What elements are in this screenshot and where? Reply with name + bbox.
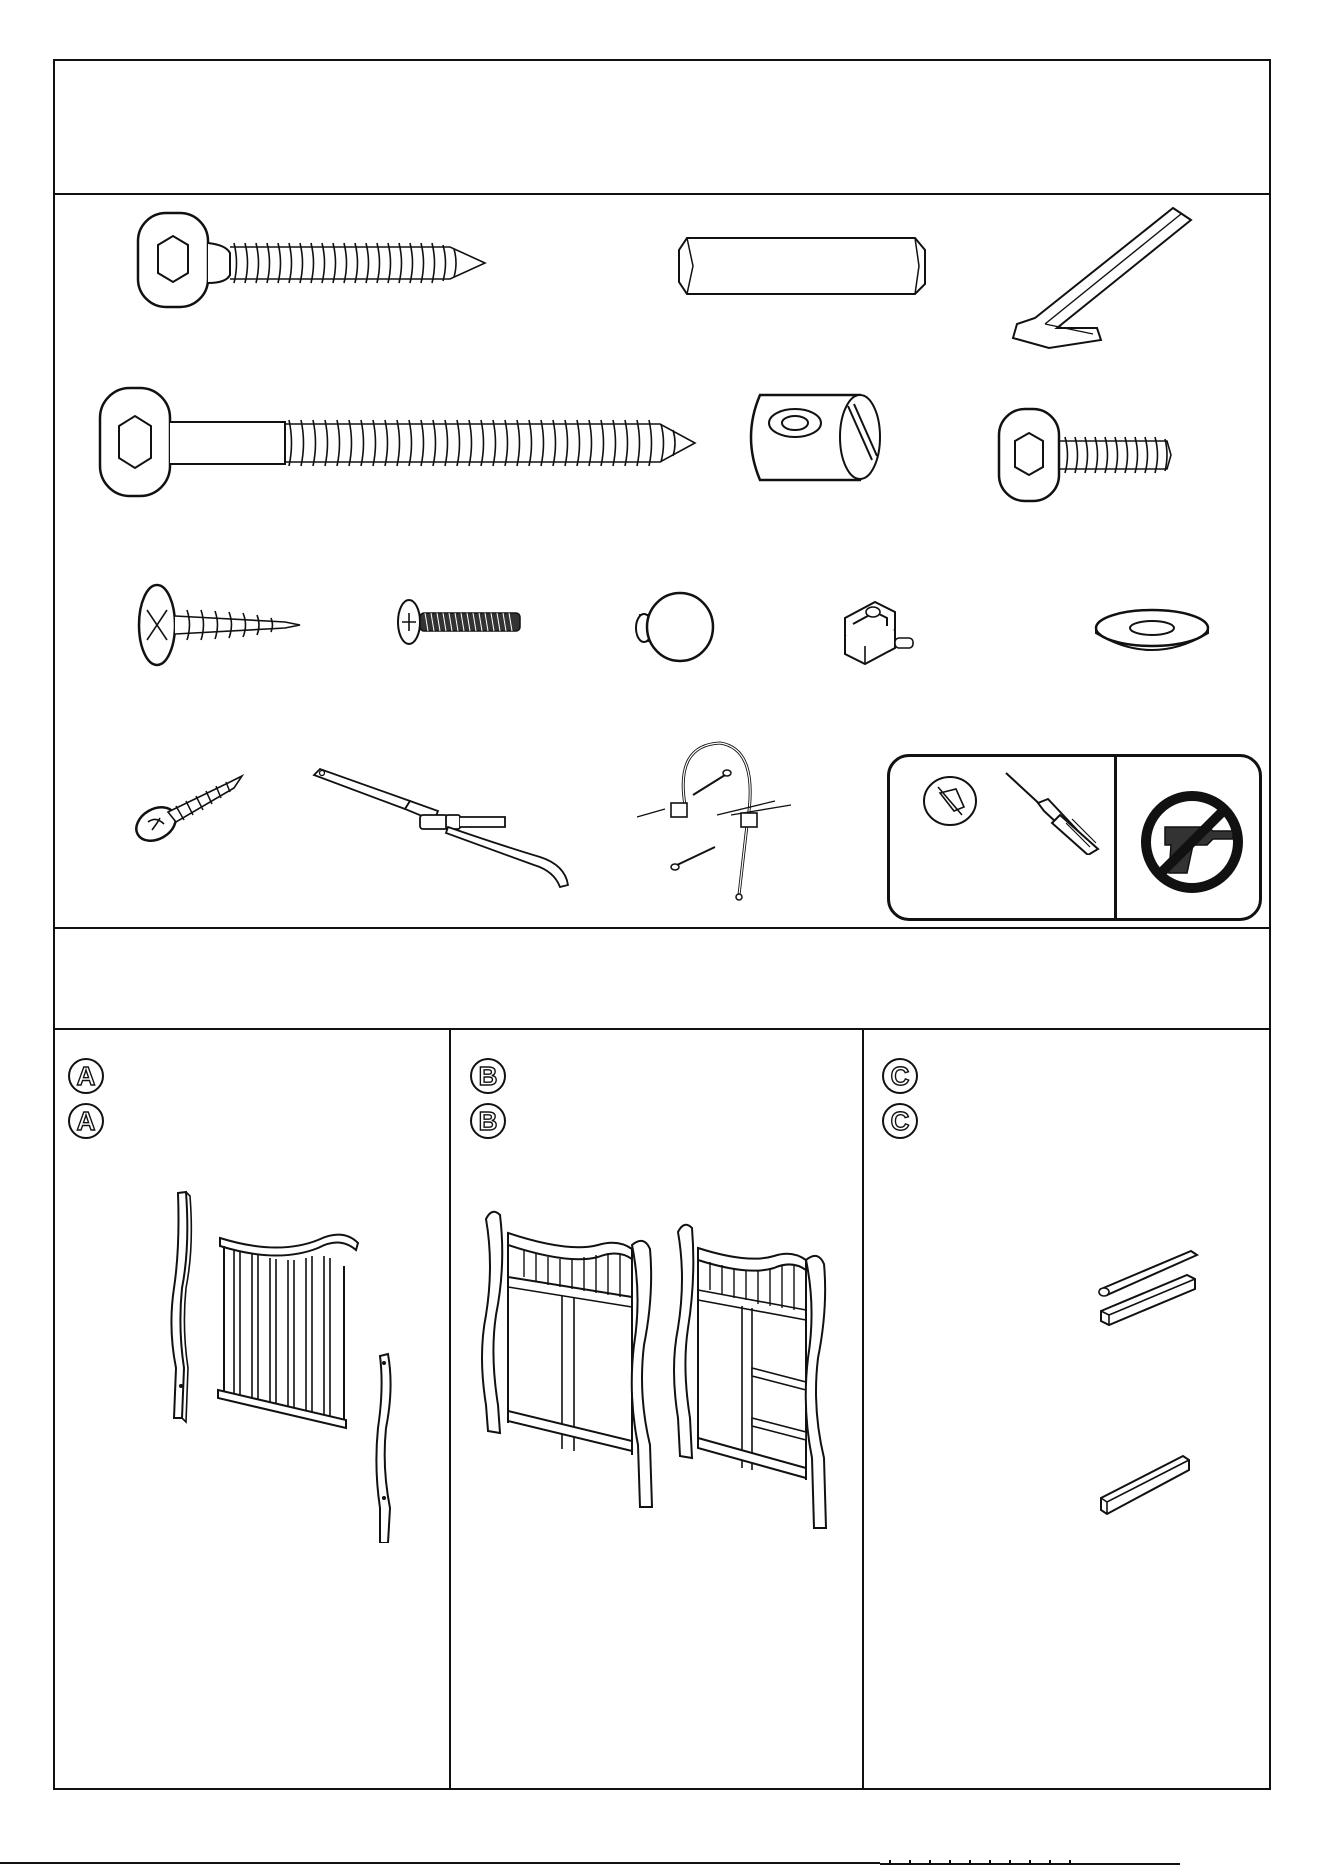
hex-bolt-medium-icon [130, 205, 500, 315]
letter-badge: A [68, 1058, 104, 1094]
panel-a-label-1 [68, 1056, 104, 1096]
footer-line [0, 1862, 880, 1864]
footer-dashes [880, 1858, 1180, 1866]
divider-top [53, 193, 1271, 195]
phillips-machine-screw-icon [395, 595, 525, 650]
letter-badge: C [882, 1103, 918, 1139]
tie-down-wire-icon [635, 735, 795, 905]
hex-bolt-short-icon [995, 405, 1175, 505]
knob-icon [630, 585, 720, 665]
clip-bracket-icon [835, 590, 920, 670]
headboard-b-illustration [478, 1205, 668, 1515]
letter-badge: A [68, 1103, 104, 1139]
allen-key-icon [1005, 200, 1200, 355]
letter-badge: C [882, 1058, 918, 1094]
crib-side-rail-a-illustration [168, 1188, 413, 1543]
tools-panel-divider [1114, 757, 1117, 918]
panel-c-label-2 [882, 1101, 918, 1141]
panel-b-label-2 [470, 1101, 506, 1141]
phillips-screwdriver-icon [920, 765, 1105, 855]
rail-pair-c-illustration [1095, 1245, 1205, 1340]
footboard-b-illustration [668, 1218, 843, 1538]
wooden-dowel-icon [675, 230, 935, 300]
panel-c-label-1 [882, 1056, 918, 1096]
phillips-wood-screw-icon [135, 580, 305, 670]
letter-badge: B [470, 1103, 506, 1139]
hex-bolt-long-icon [95, 380, 705, 505]
barrel-nut-icon [740, 390, 890, 485]
panel-divider-1 [449, 1028, 451, 1790]
pan-head-screw-icon [130, 770, 250, 850]
divider-panels [53, 1028, 1271, 1030]
tools-panel [887, 754, 1262, 921]
panel-b-label-1 [470, 1056, 506, 1096]
no-power-drill-icon [1137, 787, 1247, 897]
panel-a-label-2 [68, 1101, 104, 1141]
letter-badge: B [470, 1058, 506, 1094]
safety-strap-icon [310, 765, 575, 890]
panel-divider-2 [862, 1028, 864, 1790]
divider-middle [53, 927, 1271, 929]
single-rail-c-illustration [1095, 1448, 1195, 1523]
flat-washer-icon [1090, 605, 1215, 655]
